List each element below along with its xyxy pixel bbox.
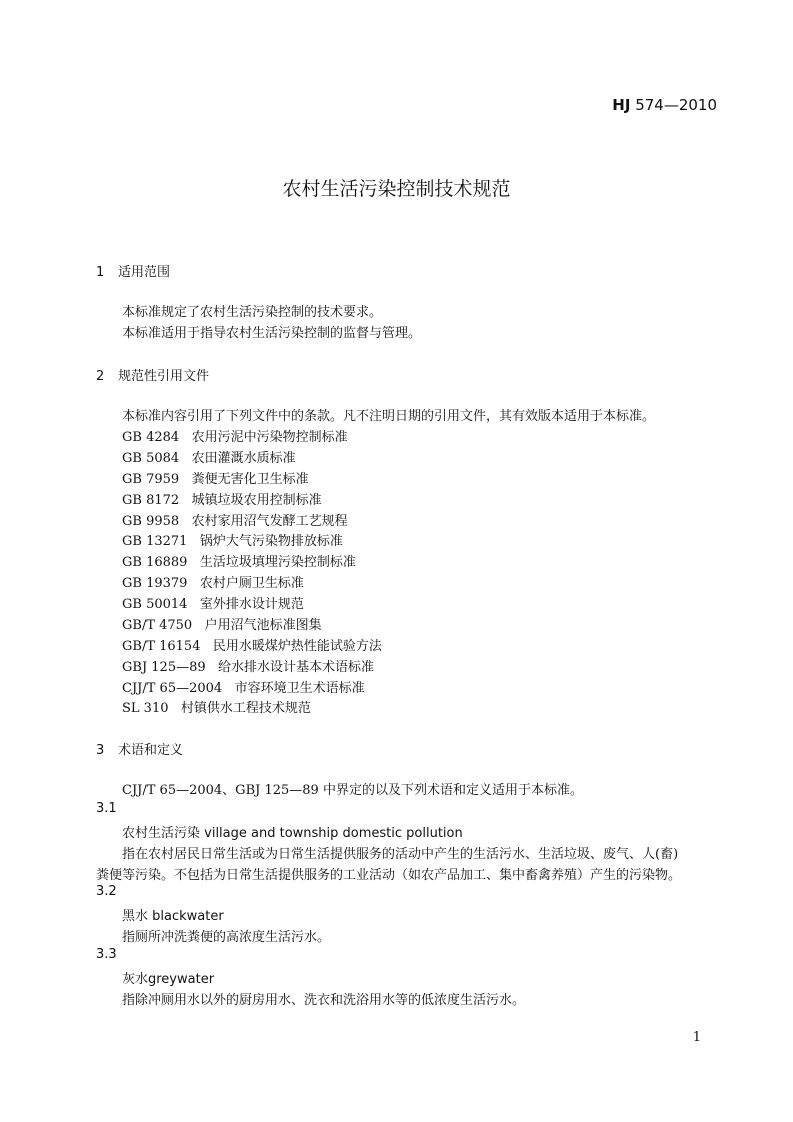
term-title: 农村生活污染 village and township domestic pollution (122, 826, 463, 841)
reference-code: GB 5084 (122, 451, 180, 466)
reference-item (122, 530, 343, 549)
reference-code: SL 310 (122, 701, 169, 716)
reference-name: 户用沼气池标准图集 (204, 618, 322, 633)
section-3-title: 术语和定义 (118, 743, 184, 758)
term-definition: 粪便等污染。不包括为日常生活提供服务的工业活动（如农产品加工、集中畜禽养殖）产生的污染物。 (96, 868, 682, 883)
reference-item (122, 614, 322, 633)
reference-name: 民用水暖煤炉热性能试验方法 (212, 639, 382, 654)
term-title: 黑水 blackwater (122, 909, 224, 924)
term-number: 3.1 (96, 801, 117, 816)
section-2-heading (96, 365, 209, 384)
document-title: 农村生活污染控制技术规范 (282, 178, 511, 200)
term-definition: 指在农村居民日常生活或为日常生活提供服务的活动中产生的生活污水、生活垃圾、废气、人(畜) (122, 847, 679, 862)
reference-name: 农田灌溉水质标准 (191, 451, 296, 466)
reference-code: GB/T 4750 (122, 618, 193, 633)
reference-item (122, 677, 365, 696)
reference-item (122, 656, 374, 675)
reference-name: 农用污泥中污染物控制标准 (191, 430, 348, 445)
section-3-heading (96, 739, 183, 758)
reference-name: 村镇供水工程技术规范 (180, 701, 311, 716)
section-1-paragraph: 本标准规定了农村生活污染控制的技术要求。 (122, 305, 383, 320)
reference-item (122, 697, 311, 716)
reference-name: 粪便无害化卫生标准 (191, 472, 309, 487)
reference-name: 城镇垃圾农用控制标准 (191, 493, 322, 508)
reference-code: GB 13271 (122, 534, 188, 549)
reference-item (122, 593, 304, 612)
reference-code: GB/T 16154 (122, 639, 201, 654)
reference-code: GB 9958 (122, 514, 180, 529)
reference-code: CJJ/T 65—2004 (122, 681, 223, 696)
section-1-heading (96, 261, 170, 280)
section-2-number: 2 (96, 369, 105, 384)
reference-item (122, 551, 356, 570)
term-title: 灰水greywater (122, 972, 215, 987)
reference-code: GB 16889 (122, 555, 188, 570)
section-3-number: 3 (96, 743, 105, 758)
term-number: 3.3 (96, 947, 117, 962)
section-1-number: 1 (96, 265, 105, 280)
term-number: 3.2 (96, 884, 117, 899)
standard-code: HJ 574—2010 (612, 96, 717, 114)
reference-code: GB 8172 (122, 493, 180, 508)
reference-name: 锅炉大气污染物排放标准 (199, 534, 343, 549)
reference-item (122, 447, 296, 466)
reference-item (122, 468, 309, 487)
reference-name: 市容环境卫生术语标准 (234, 681, 365, 696)
reference-item (122, 510, 348, 529)
term-definition: 指厕所冲洗粪便的高浓度生活污水。 (122, 930, 331, 945)
section-3-intro: CJJ/T 65—2004、GBJ 125—89 中界定的以及下列术语和定义适用于本标准。 (122, 783, 583, 798)
reference-code: GB 50014 (122, 597, 188, 612)
reference-code: GBJ 125—89 (122, 660, 206, 675)
reference-name: 农村家用沼气发酵工艺规程 (191, 514, 348, 529)
reference-code: GB 4284 (122, 430, 180, 445)
page-number: 1 (692, 1030, 701, 1045)
term-definition: 指除冲厕用水以外的厨房用水、洗衣和洗浴用水等的低浓度生活污水。 (122, 993, 526, 1008)
section-1-paragraph: 本标准适用于指导农村生活污染控制的监督与管理。 (122, 326, 422, 341)
reference-name: 生活垃圾填埋污染控制标准 (199, 555, 356, 570)
section-2-title: 规范性引用文件 (118, 369, 210, 384)
section-1-title: 适用范围 (118, 265, 171, 280)
reference-item (122, 635, 382, 654)
reference-item (122, 572, 304, 591)
reference-item (122, 489, 322, 508)
section-2-intro: 本标准内容引用了下列文件中的条款。凡不注明日期的引用文件，其有效版本适用于本标准。 (122, 409, 656, 424)
reference-name: 室外排水设计规范 (199, 597, 304, 612)
reference-item (122, 426, 348, 445)
reference-code: GB 7959 (122, 472, 180, 487)
reference-name: 农村户厕卫生标准 (199, 576, 304, 591)
reference-name: 给水排水设计基本术语标准 (218, 660, 375, 675)
reference-code: GB 19379 (122, 576, 188, 591)
